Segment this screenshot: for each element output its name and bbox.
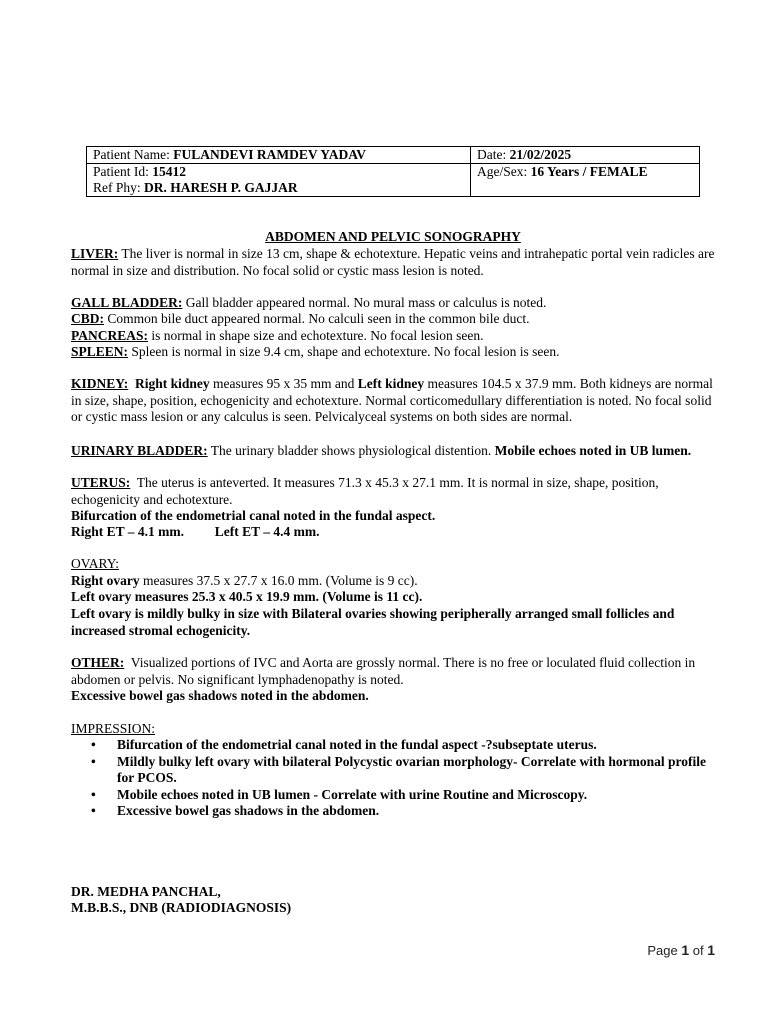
bullet-icon: • (91, 786, 96, 802)
date-label: Date: (477, 147, 507, 162)
age-sex-label: Age/Sex: (477, 164, 528, 179)
urinary-bladder-finding: Mobile echoes noted in UB lumen. (494, 443, 692, 458)
liver-section (71, 246, 721, 279)
kidney-section (71, 376, 721, 426)
pancreas-text: is normal in shape size and echotexture. No focal lesion seen. (151, 328, 484, 343)
date-cell (471, 147, 700, 164)
cbd-heading: CBD: (71, 311, 104, 326)
impression-item: • Bifurcation of the endometrial canal noted in the fundal aspect -?subseptate uterus. (91, 737, 597, 752)
urinary-bladder-heading: URINARY BLADDER: (71, 443, 208, 458)
patient-name-cell (87, 147, 471, 164)
spleen-text: Spleen is normal in size 9.4 cm, shape and echotexture. No focal lesion is seen. (131, 344, 560, 359)
cbd-text: Common bile duct appeared normal. No calculi seen in the common bile duct. (107, 311, 530, 326)
gall-bladder-heading: GALL BLADDER: (71, 295, 183, 310)
bullet-icon: • (91, 753, 96, 769)
right-kidney-text: measures 95 x 35 mm and (213, 376, 355, 391)
patient-name-label: Patient Name: (93, 147, 170, 162)
doctor-name: DR. MEDHA PANCHAL, (71, 884, 221, 899)
right-ovary-label: Right ovary (71, 573, 140, 588)
right-kidney-label: Right kidney (135, 376, 210, 391)
impression-item: • Mildly bulky left ovary with bilateral Polycystic ovarian morphology- Correlate with hormonal profile for PCOS. (91, 753, 706, 785)
page-number: Page 1 of 1 (647, 942, 715, 958)
impression-item: • Mobile echoes noted in UB lumen - Correlate with urine Routine and Microscopy. (91, 786, 588, 802)
other-heading: OTHER: (71, 655, 125, 670)
report-date: 21/02/2025 (509, 147, 572, 162)
patient-header-table (86, 146, 700, 197)
liver-text: The liver is normal in size 13 cm, shape & echotexture. Hepatic veins and intrahepatic portal vein radicles are normal in size and distribution. No focal solid or cystic mass lesion is noted. (71, 246, 715, 278)
uterus-text: The uterus is anteverted. It measures 71.3 x 45.3 x 27.1 mm. It is normal in size, shape, position, echogenicity and echotexture. (71, 475, 659, 507)
left-et: Left ET – 4.4 mm. (214, 524, 320, 539)
patient-name: FULANDEVI RAMDEV YADAV (173, 147, 367, 162)
gall-bladder-section (71, 295, 721, 312)
other-text: Visualized portions of IVC and Aorta are grossly normal. There is no free or loculated fluid collection in abdomen or pelvis. No significant lymphadenopathy is noted. (71, 655, 696, 687)
liver-heading: LIVER: (71, 246, 119, 261)
bullet-icon: • (91, 737, 96, 752)
spleen-heading: SPLEEN: (71, 344, 129, 359)
pancreas-heading: PANCREAS: (71, 328, 148, 343)
age-sex: 16 Years / FEMALE (530, 164, 648, 179)
left-kidney-label: Left kidney (357, 376, 425, 391)
kidney-heading: KIDNEY: (71, 376, 129, 391)
left-ovary-line: Left ovary measures 25.3 x 40.5 x 19.9 mm. (Volume is 11 cc). (71, 589, 423, 604)
patient-id-label: Patient Id: (93, 164, 149, 179)
uterus-section (71, 475, 721, 508)
ovary-note: Left ovary is mildly bulky in size with Bilateral ovaries showing peripherally arranged small follicles and increased stromal echogenicity. (71, 606, 675, 638)
right-ovary-text: measures 37.5 x 27.7 x 16.0 mm. (Volume is 9 cc). (143, 573, 418, 588)
patient-id-refphy-cell (87, 164, 471, 197)
pancreas-section (71, 328, 721, 345)
ref-phy-label: Ref Phy: (93, 180, 141, 195)
age-sex-cell (471, 164, 700, 197)
impression-heading: IMPRESSION: (71, 721, 156, 736)
uterus-bifurcation: Bifurcation of the endometrial canal noted in the fundal aspect. (71, 508, 436, 523)
ref-phy: DR. HARESH P. GAJJAR (144, 180, 298, 195)
doctor-qualification: M.B.B.S., DNB (RADIODIAGNOSIS) (71, 900, 292, 915)
spleen-section (71, 344, 721, 361)
urinary-bladder-section (71, 443, 721, 460)
bowel-gas-note: Excessive bowel gas shadows noted in the abdomen. (71, 688, 369, 703)
ovary-heading: OVARY: (71, 556, 120, 571)
impression-item: • Excessive bowel gas shadows in the abdomen. (91, 803, 380, 818)
cbd-section (71, 311, 721, 328)
left-kidney-text: measures 104.5 x 37.9 mm. Both kidneys are normal in size, shape, position, echogenicity and echotexture. Normal corticomedullary differentiation is noted. No focal solid or cystic mass lesion or any calculus is seen. Pelvicalyceal systems on both sides are normal. (71, 376, 713, 424)
right-ovary-line (71, 573, 721, 590)
gall-bladder-text: Gall bladder appeared normal. No mural mass or calculus is noted. (185, 295, 547, 310)
patient-id: 15412 (152, 164, 186, 179)
other-section (71, 655, 721, 688)
endometrial-thickness (71, 524, 721, 541)
bullet-icon: • (91, 803, 96, 818)
impression-list (71, 737, 711, 820)
urinary-bladder-text: The urinary bladder shows physiological distention. (210, 443, 492, 458)
report-title: ABDOMEN AND PELVIC SONOGRAPHY (265, 229, 521, 244)
right-et: Right ET – 4.1 mm. (71, 524, 185, 539)
uterus-heading: UTERUS: (71, 475, 131, 490)
